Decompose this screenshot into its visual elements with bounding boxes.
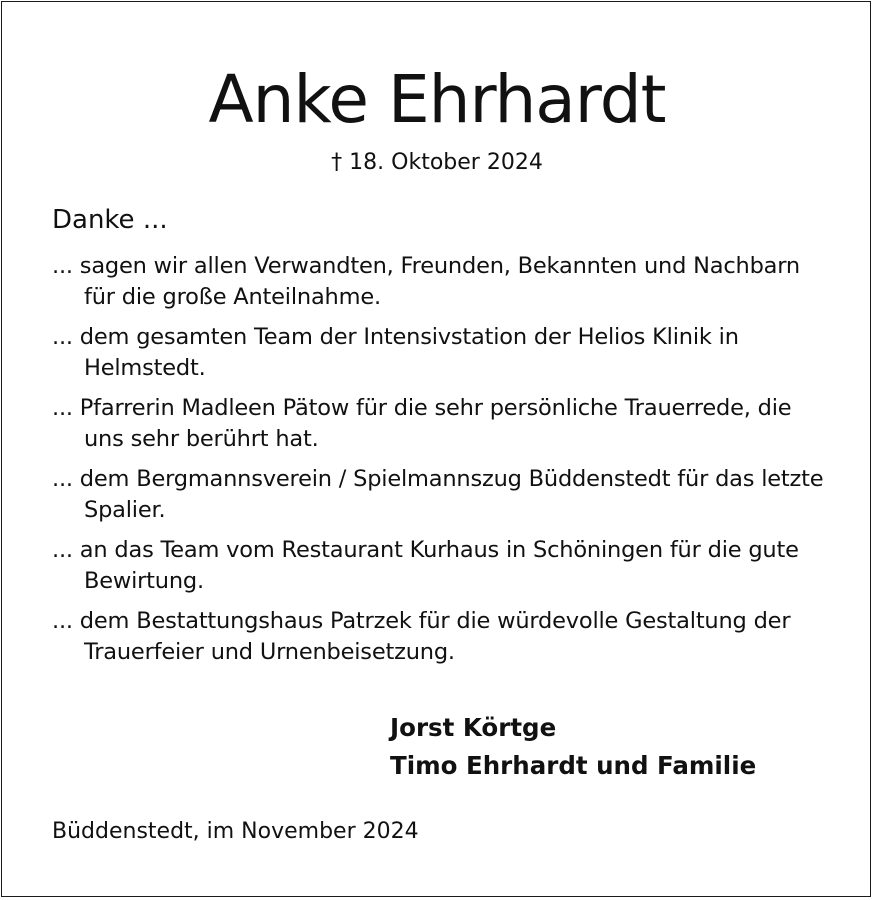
deceased-name: Anke Ehrhardt [208, 61, 666, 138]
thanks-list [52, 251, 832, 677]
thanks-item-miners-association: ... dem Bergmannsverein / Spielmannszug Büddenstedt für das letzte Spalier. [52, 466, 824, 523]
thanks-item-restaurant: ... an das Team vom Restaurant Kurhaus in Schöningen für die gute Bewirtung. [52, 537, 799, 594]
signatory-1: Jorst Körtge [390, 713, 557, 742]
thanks-item-funeral-home: ... dem Bestattungshaus Patrzek für die würdevolle Gestaltung der Trauerfeier und Urnenbeisetzung. [52, 608, 791, 665]
thanks-heading: Danke ... [52, 205, 168, 235]
signature-block [390, 709, 756, 785]
thanks-item-relatives: ... sagen wir allen Verwandten, Freunden, Bekannten und Nachbarn für die große Anteilnahme. [52, 253, 800, 310]
signatory-2: Timo Ehrhardt und Familie [390, 751, 757, 780]
place-date: Büddenstedt, im November 2024 [52, 819, 419, 844]
thanks-item-pastor: ... Pfarrerin Madleen Pätow für die sehr persönliche Trauerrede, die uns sehr berührt hat. [52, 395, 792, 452]
thanks-item-intensive-care: ... dem gesamten Team der Intensivstation der Helios Klinik in Helmstedt. [52, 324, 739, 381]
death-date: † 18. Oktober 2024 [331, 150, 543, 175]
